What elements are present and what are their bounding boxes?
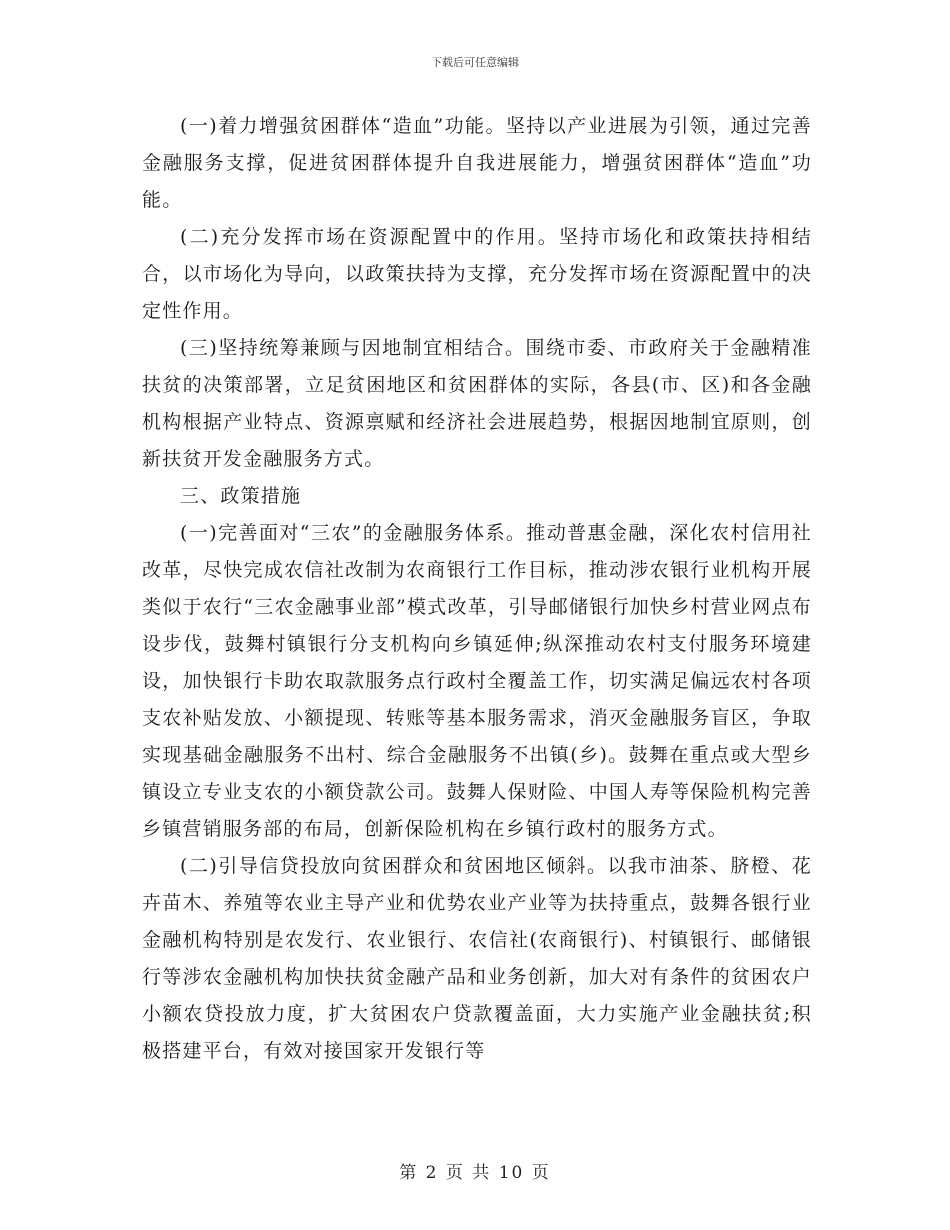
paragraph-5: (二)引导信贷投放向贫困群众和贫困地区倾斜。以我市油茶、脐橙、花卉苗木、养殖等农业主导产业和优势农业产业等为扶持重点，鼓舞各银行业金融机构特别是农发行、农业银行、农信社(农商银行)、村镇银行、邮储银行等涉农金融机构加快扶贫金融产品和业务创新，加大对有条件的贫困农户小额农贷投放力度，扩大贫困农户贷款覆盖面，大力实施产业金融扶贫;积极搭建平台，有效对接国家开发银行等 <box>142 855 812 1062</box>
document-body <box>142 108 812 1070</box>
section-heading: 三、政策措施 <box>180 485 302 507</box>
paragraph-2: (二)充分发挥市场在资源配置中的作用。坚持市场化和政策扶持相结合，以市场化为导向，以政策扶持为支撑，充分发挥市场在资源配置中的决定性作用。 <box>142 226 812 322</box>
page-footer: 第 2 页 共 10 页 <box>399 1163 551 1183</box>
page-header: 下载后可任意编辑 <box>431 56 519 69</box>
paragraph-4: (一)完善面对“三农”的金融服务体系。推动普惠金融，深化农村信用社改革，尽快完成农信社改制为农商银行工作目标，推动涉农银行业机构开展类似于农行“三农金融事业部”模式改革，引导邮储银行加快乡村营业网点布设步伐，鼓舞村镇银行分支机构向乡镇延伸;纵深推动农村支付服务环境建设，加快银行卡助农取款服务点行政村全覆盖工作，切实满足偏远农村各项支农补贴发放、小额提现、转账等基本服务需求，消灭金融服务盲区，争取实现基础金融服务不出村、综合金融服务不出镇(乡)。鼓舞在重点或大型乡镇设立专业支农的小额贷款公司。鼓舞人保财险、中国人寿等保险机构完善乡镇营销服务部的布局，创新保险机构在乡镇行政村的服务方式。 <box>142 522 812 840</box>
paragraph-1: (一)着力增强贫困群体“造血”功能。坚持以产业进展为引领，通过完善金融服务支撑，促进贫困群体提升自我进展能力，增强贫困群体“造血”功能。 <box>142 115 812 211</box>
paragraph-3: (三)坚持统筹兼顾与因地制宜相结合。围绕市委、市政府关于金融精准扶贫的决策部署，立足贫困地区和贫困群体的实际，各县(市、区)和各金融机构根据产业特点、资源禀赋和经济社会进展趋势，根据因地制宜原则，创新扶贫开发金融服务方式。 <box>142 337 812 470</box>
